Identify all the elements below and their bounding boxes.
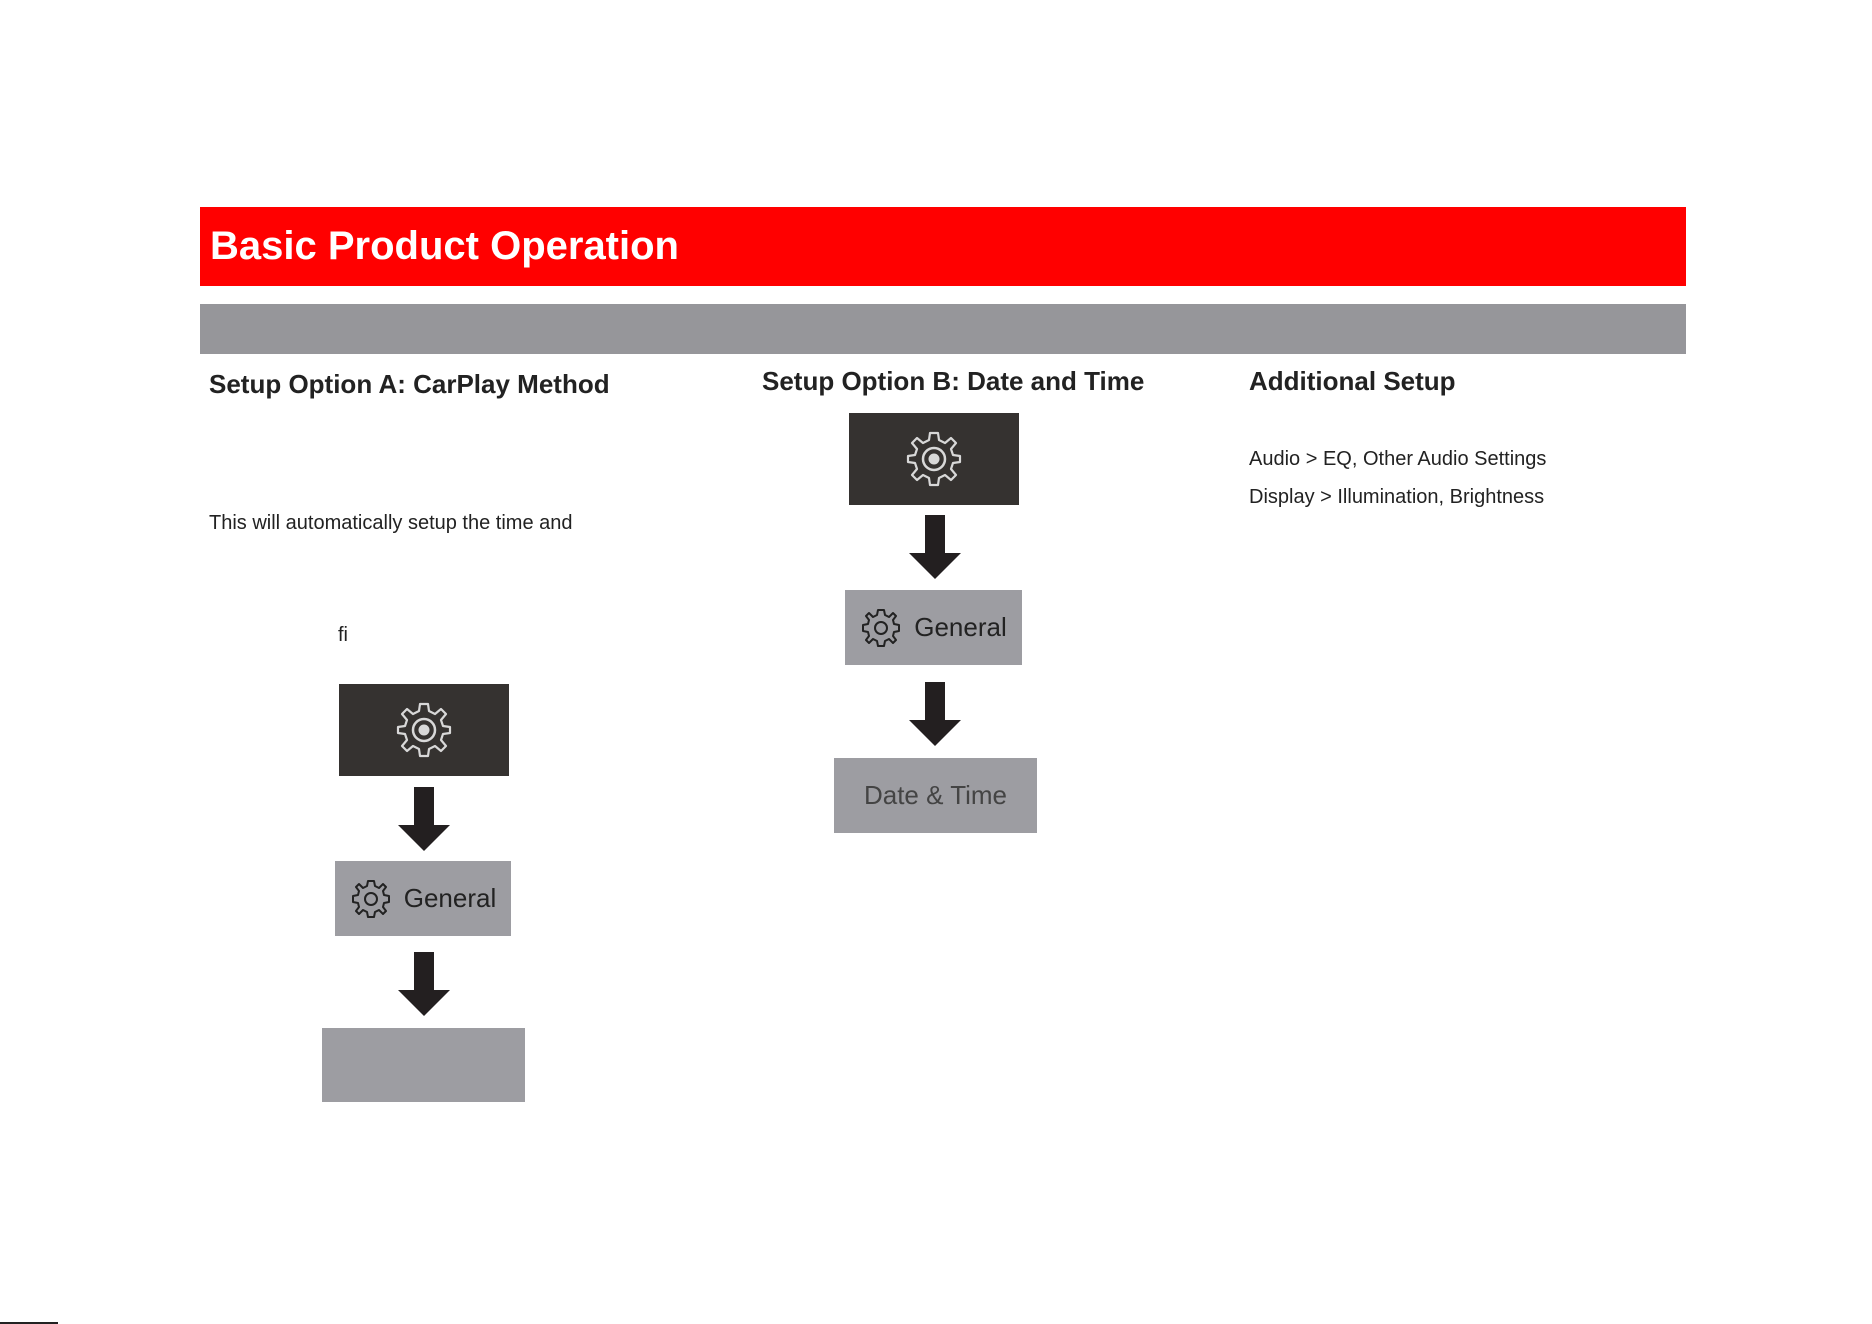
settings-tile[interactable] bbox=[339, 684, 509, 776]
general-tile[interactable] bbox=[845, 590, 1022, 665]
date-time-tile[interactable] bbox=[834, 758, 1037, 833]
option-b-heading: Setup Option B: Date and Time bbox=[762, 366, 1145, 396]
page-title: Basic Product Operation bbox=[210, 224, 679, 268]
section-bar bbox=[200, 304, 1686, 354]
additional-item-display: Display > Illumination, Brightness bbox=[1249, 486, 1545, 508]
option-a-text-fragment: fi bbox=[338, 624, 348, 646]
additional-item-audio: Audio > EQ, Other Audio Settings bbox=[1249, 448, 1547, 470]
general-tile[interactable] bbox=[335, 861, 511, 936]
down-arrow-icon bbox=[909, 682, 961, 746]
additional-heading: Additional Setup bbox=[1249, 366, 1456, 396]
date-time-label: Date & Time bbox=[863, 780, 1008, 810]
down-arrow-icon bbox=[398, 952, 450, 1016]
general-label: General bbox=[914, 612, 1007, 642]
down-arrow-icon bbox=[398, 787, 450, 851]
header-bar bbox=[200, 207, 1686, 286]
settings-tile[interactable] bbox=[849, 413, 1019, 505]
option-a-heading: Setup Option A: CarPlay Method bbox=[209, 369, 610, 399]
down-arrow-icon bbox=[909, 515, 961, 579]
gear-icon bbox=[860, 607, 902, 649]
settings-gear-icon bbox=[392, 698, 456, 762]
general-label: General bbox=[403, 883, 497, 913]
settings-gear-icon bbox=[902, 427, 966, 491]
option-a-text: This will automatically setup the time and bbox=[209, 512, 573, 534]
gear-icon bbox=[350, 878, 392, 920]
blank-tile[interactable] bbox=[322, 1028, 525, 1102]
